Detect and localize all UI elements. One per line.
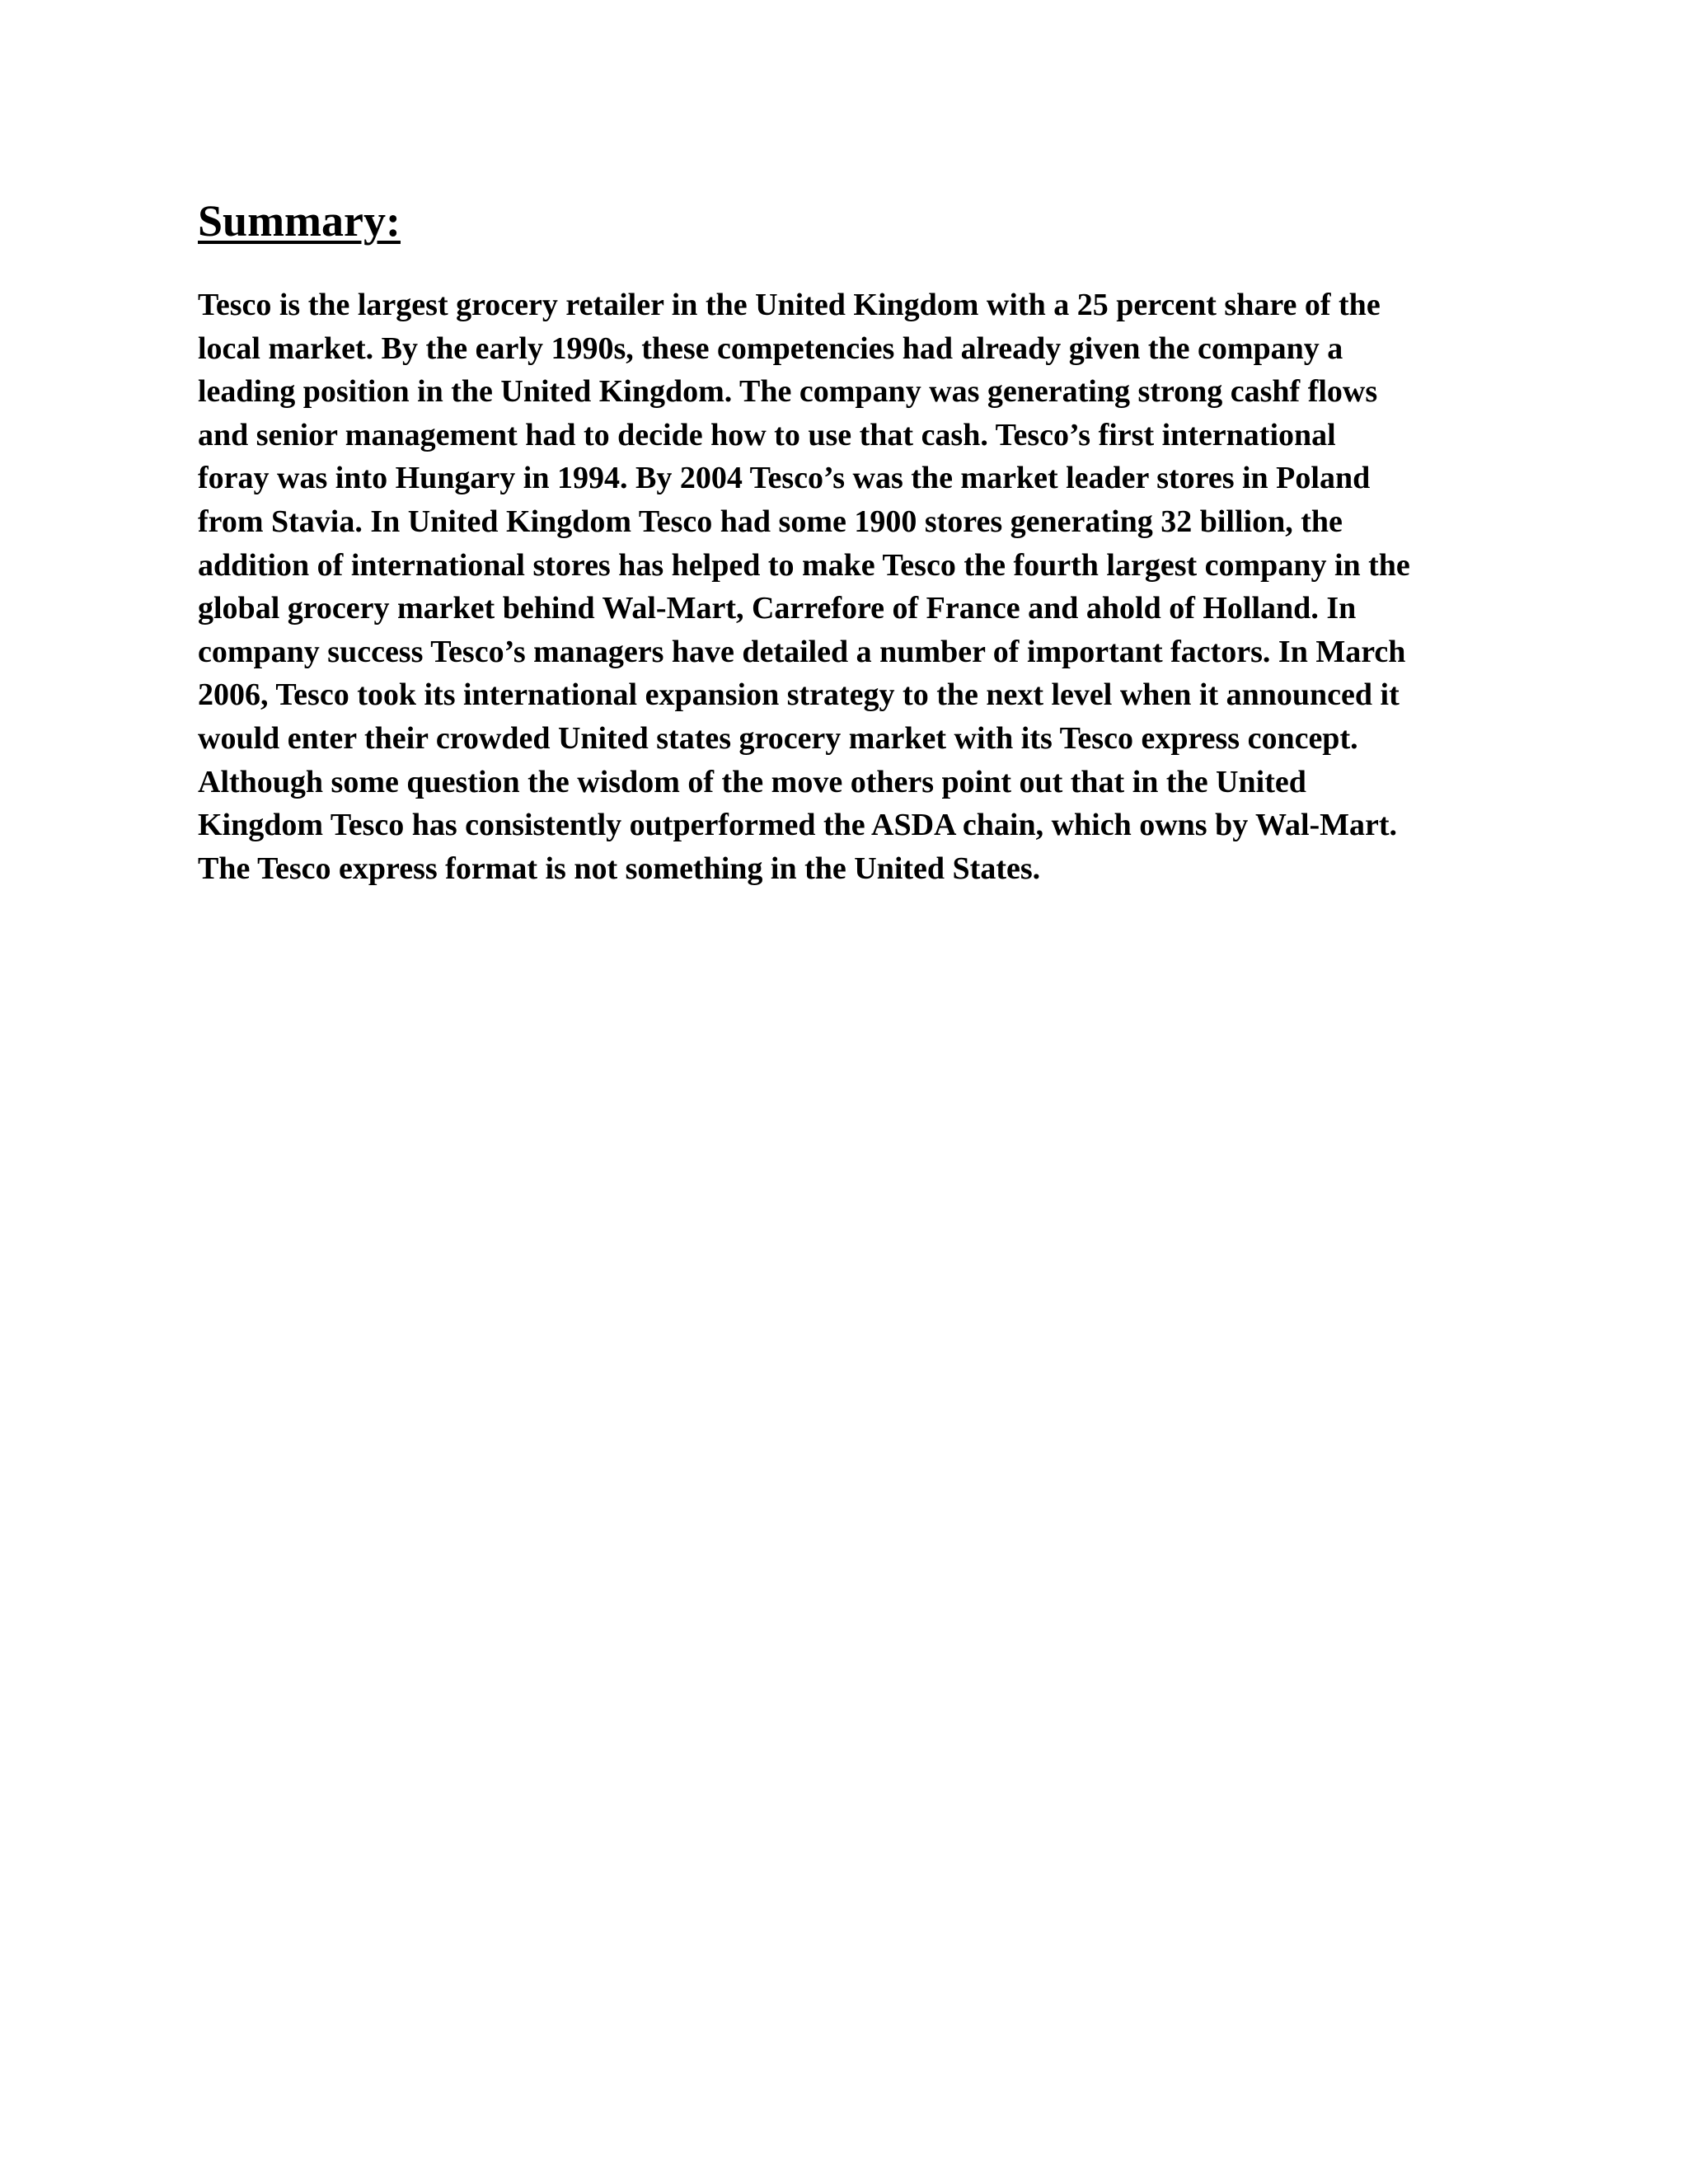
paragraph-line: 2006, Tesco took its international expansion strategy to the next level when it announced it [198, 677, 1400, 713]
paragraph-line: and senior management had to decide how to use that cash. Tesco’s first international [198, 417, 1336, 452]
paragraph-line: foray was into Hungary in 1994. By 2004 Tesco’s was the market leader stores in Poland [198, 461, 1371, 496]
paragraph-line: global grocery market behind Wal-Mart, Carrefore of France and ahold of Holland. In [198, 591, 1357, 626]
paragraph-line: Tesco is the largest grocery retailer in the United Kingdom with a 25 percent share of the [198, 288, 1381, 322]
paragraph-line: leading position in the United Kingdom. The company was generating strong cashf flows [198, 374, 1378, 410]
paragraph-line: company success Tesco’s managers have detailed a number of important factors. In March [198, 634, 1406, 669]
paragraph-line: would enter their crowded United states grocery market with its Tesco express concept. [198, 720, 1358, 756]
paragraph-line: Kingdom Tesco has consistently outperformed the ASDA chain, which owns by Wal-Mart. [198, 808, 1398, 843]
summary-heading: Summary: [198, 196, 401, 246]
paragraph-line: local market. By the early 1990s, these competencies had already given the company a [198, 330, 1343, 366]
page-content [198, 196, 1492, 890]
paragraph-line: addition of international stores has helped to make Tesco the fourth largest company in the [198, 547, 1410, 583]
paragraph-line: Although some question the wisdom of the move others point out that in the United [198, 764, 1306, 799]
paragraph-line: The Tesco express format is not something in the United States. [198, 851, 1041, 886]
paragraph-line: from Stavia. In United Kingdom Tesco had some 1900 stores generating 32 billion, the [198, 504, 1343, 539]
summary-paragraph [198, 284, 1492, 890]
